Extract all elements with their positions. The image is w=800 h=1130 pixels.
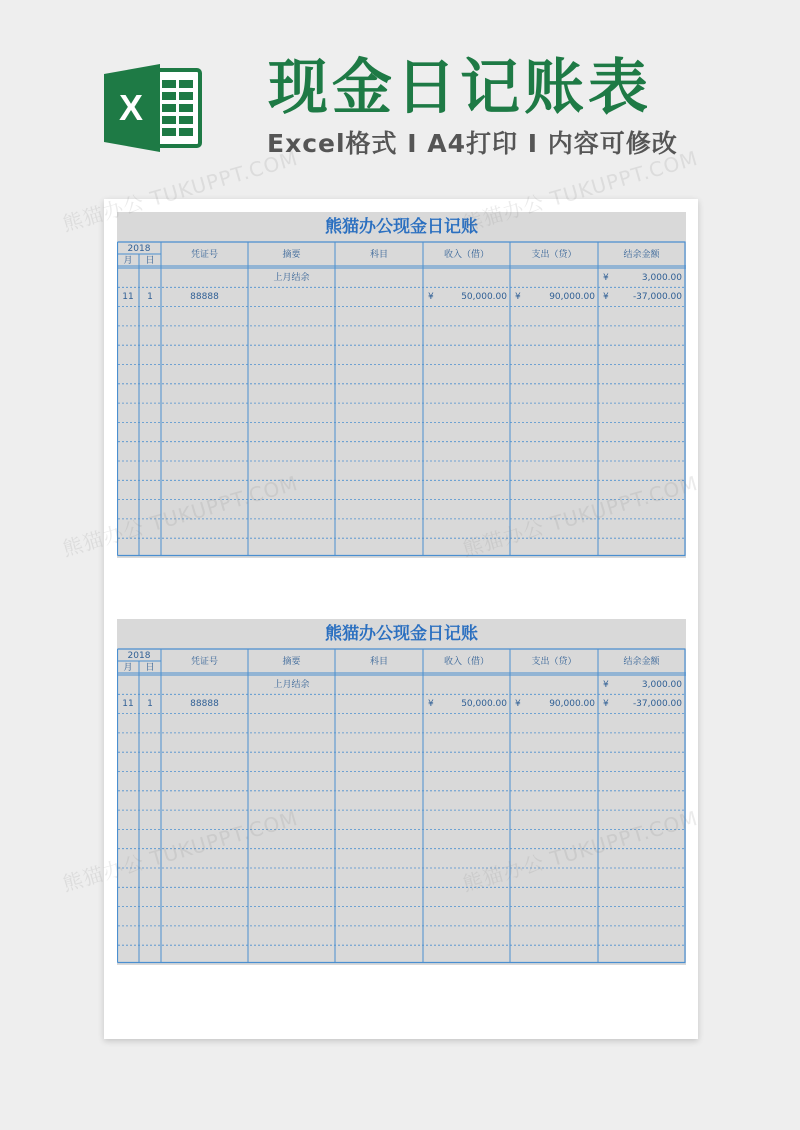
expense-cell: 90,000.00 [549, 292, 595, 303]
ledger-title: 熊猫办公现金日记账 [325, 624, 478, 644]
yen-sign: ¥ [603, 699, 609, 710]
day-header: 日 [145, 256, 155, 266]
ledger-grid [117, 619, 686, 965]
ledger-title: 熊猫办公现金日记账 [325, 217, 478, 237]
watermark: 熊猫办公 TUKUPPT.COM [59, 145, 301, 237]
page-subtitle: Excel格式 I A4打印 I 内容可修改 [267, 129, 678, 158]
voucher-header: 凭证号 [190, 250, 218, 260]
month-cell: 11 [122, 699, 134, 710]
ledger-grid [117, 212, 686, 558]
day-cell: 1 [147, 292, 153, 303]
day-cell: 1 [147, 699, 153, 710]
cash-ledger [117, 212, 686, 558]
excel-logo-icon [104, 62, 204, 154]
excel-logo-letter: X [118, 87, 144, 128]
yen-sign: ¥ [603, 680, 609, 690]
year-label: 2018 [127, 651, 151, 661]
summary-cell: 上月结余 [273, 680, 310, 690]
voucher-cell: 88888 [190, 699, 219, 710]
income-cell: 50,000.00 [461, 699, 507, 710]
summary-header: 摘要 [282, 250, 301, 260]
income-header: 收入（借） [443, 250, 489, 260]
expense-header: 支出（贷） [531, 657, 577, 667]
yen-sign: ¥ [428, 699, 434, 710]
yen-sign: ¥ [428, 292, 434, 303]
subject-header: 科目 [369, 657, 388, 667]
subject-header: 科目 [369, 250, 388, 260]
year-label: 2018 [127, 244, 151, 254]
yen-sign: ¥ [603, 273, 609, 283]
month-header: 月 [123, 663, 133, 673]
month-cell: 11 [122, 292, 134, 303]
watermark: 熊猫办公 TUKUPPT.COM [459, 145, 701, 237]
yen-sign: ¥ [515, 699, 521, 710]
voucher-header: 凭证号 [190, 657, 218, 667]
balance-header: 结余金额 [623, 657, 660, 667]
summary-cell: 上月结余 [273, 273, 310, 283]
yen-sign: ¥ [515, 292, 521, 303]
day-header: 日 [145, 663, 155, 673]
cash-ledger [117, 619, 686, 965]
expense-header: 支出（贷） [531, 250, 577, 260]
income-header: 收入（借） [443, 657, 489, 667]
balance-cell: 3,000.00 [641, 680, 682, 690]
balance-cell: 3,000.00 [641, 273, 682, 283]
expense-cell: 90,000.00 [549, 699, 595, 710]
balance-cell: -37,000.00 [632, 699, 682, 710]
summary-header: 摘要 [282, 657, 301, 667]
balance-cell: -37,000.00 [632, 292, 682, 303]
balance-header: 结余金额 [623, 250, 660, 260]
page-title: 现金日记账表 [268, 53, 652, 123]
month-header: 月 [123, 256, 133, 266]
voucher-cell: 88888 [190, 292, 219, 303]
income-cell: 50,000.00 [461, 292, 507, 303]
yen-sign: ¥ [603, 292, 609, 303]
